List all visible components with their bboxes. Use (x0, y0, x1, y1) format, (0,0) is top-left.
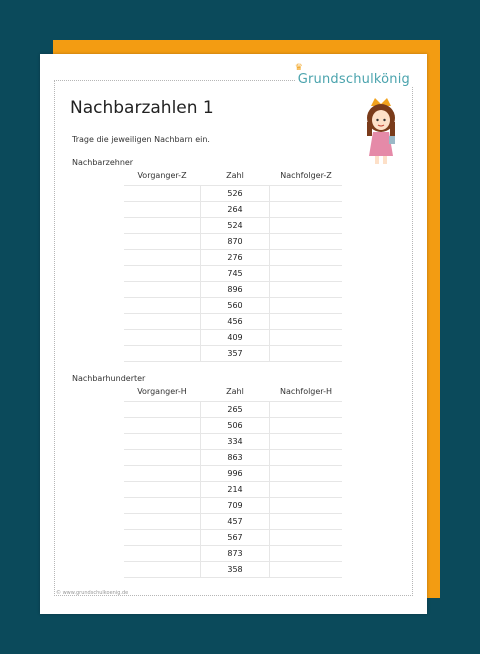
number-cell: 358 (200, 562, 270, 577)
number-cell: 457 (200, 514, 270, 529)
answer-cell-prev[interactable] (124, 234, 200, 249)
number-cell: 214 (200, 482, 270, 497)
header-number: Zahl (226, 387, 244, 396)
answer-cell-prev[interactable] (124, 450, 200, 465)
number-cell: 357 (200, 346, 270, 361)
answer-cell-next[interactable] (270, 562, 342, 577)
table-row (124, 497, 342, 513)
header-next: Nachfolger-Z (280, 171, 332, 180)
header-number: Zahl (226, 171, 244, 180)
answer-cell-next[interactable] (270, 266, 342, 281)
table-header (124, 387, 342, 401)
answer-cell-prev[interactable] (124, 530, 200, 545)
answer-cell-prev[interactable] (124, 434, 200, 449)
instruction-text: Trage die jeweiligen Nachbarn ein. (72, 135, 210, 144)
section-label-nachbarzehner: Nachbarzehner (72, 158, 134, 167)
header-prev: Vorganger-Z (137, 171, 187, 180)
answer-cell-prev[interactable] (124, 330, 200, 345)
brand-logo (294, 63, 413, 87)
answer-cell-next[interactable] (270, 466, 342, 481)
number-cell: 996 (200, 466, 270, 481)
number-cell: 873 (200, 546, 270, 561)
number-cell: 524 (200, 218, 270, 233)
table-row (124, 233, 342, 249)
answer-cell-next[interactable] (270, 298, 342, 313)
table-header (124, 171, 342, 185)
table-row (124, 465, 342, 481)
table-rows (124, 401, 342, 578)
footer-copyright: © www.grundschulkoenig.de (56, 590, 129, 596)
answer-cell-prev[interactable] (124, 266, 200, 281)
answer-cell-next[interactable] (270, 450, 342, 465)
princess-illustration (359, 96, 403, 168)
answer-cell-next[interactable] (270, 546, 342, 561)
table-rows (124, 185, 342, 362)
answer-cell-prev[interactable] (124, 514, 200, 529)
table-row (124, 449, 342, 465)
answer-cell-prev[interactable] (124, 482, 200, 497)
number-cell: 276 (200, 250, 270, 265)
answer-cell-next[interactable] (270, 530, 342, 545)
table-row (124, 433, 342, 449)
number-cell: 264 (200, 202, 270, 217)
answer-cell-prev[interactable] (124, 418, 200, 433)
answer-cell-next[interactable] (270, 346, 342, 361)
answer-cell-next[interactable] (270, 250, 342, 265)
table-nachbarzehner (124, 171, 342, 362)
answer-cell-next[interactable] (270, 434, 342, 449)
page-title: Nachbarzahlen 1 (70, 98, 214, 118)
number-cell: 409 (200, 330, 270, 345)
answer-cell-next[interactable] (270, 218, 342, 233)
table-row (124, 281, 342, 297)
table-row (124, 297, 342, 313)
answer-cell-prev[interactable] (124, 282, 200, 297)
table-row (124, 481, 342, 497)
header-prev: Vorganger-H (137, 387, 187, 396)
table-row (124, 217, 342, 233)
worksheet-page (40, 54, 427, 614)
answer-cell-prev[interactable] (124, 346, 200, 361)
number-cell: 560 (200, 298, 270, 313)
table-row (124, 545, 342, 561)
number-cell: 456 (200, 314, 270, 329)
answer-cell-prev[interactable] (124, 546, 200, 561)
answer-cell-next[interactable] (270, 482, 342, 497)
table-row (124, 529, 342, 545)
table-row (124, 417, 342, 433)
table-row (124, 201, 342, 217)
number-cell: 896 (200, 282, 270, 297)
answer-cell-prev[interactable] (124, 498, 200, 513)
table-row (124, 313, 342, 329)
answer-cell-prev[interactable] (124, 402, 200, 417)
answer-cell-next[interactable] (270, 234, 342, 249)
table-row (124, 185, 342, 201)
table-row (124, 265, 342, 281)
number-cell: 567 (200, 530, 270, 545)
answer-cell-next[interactable] (270, 202, 342, 217)
answer-cell-next[interactable] (270, 514, 342, 529)
number-cell: 709 (200, 498, 270, 513)
number-cell: 863 (200, 450, 270, 465)
answer-cell-next[interactable] (270, 186, 342, 201)
number-cell: 745 (200, 266, 270, 281)
number-cell: 506 (200, 418, 270, 433)
number-cell: 870 (200, 234, 270, 249)
header-next: Nachfolger-H (280, 387, 332, 396)
table-row (124, 345, 342, 362)
table-row (124, 401, 342, 417)
section-label-nachbarhunderter: Nachbarhunderter (72, 374, 146, 383)
table-row (124, 513, 342, 529)
number-cell: 334 (200, 434, 270, 449)
number-cell: 265 (200, 402, 270, 417)
answer-cell-next[interactable] (270, 402, 342, 417)
answer-cell-prev[interactable] (124, 186, 200, 201)
table-nachbarhunderter (124, 387, 342, 578)
answer-cell-next[interactable] (270, 330, 342, 345)
answer-cell-prev[interactable] (124, 202, 200, 217)
brand-name: Grundschulkönig (297, 72, 410, 87)
answer-cell-next[interactable] (270, 418, 342, 433)
answer-cell-prev[interactable] (124, 562, 200, 577)
answer-cell-prev[interactable] (124, 298, 200, 313)
answer-cell-next[interactable] (270, 282, 342, 297)
answer-cell-prev[interactable] (124, 218, 200, 233)
answer-cell-prev[interactable] (124, 314, 200, 329)
answer-cell-next[interactable] (270, 498, 342, 513)
table-row (124, 329, 342, 345)
answer-cell-prev[interactable] (124, 466, 200, 481)
number-cell: 526 (200, 186, 270, 201)
table-row (124, 249, 342, 265)
crown-icon: ♛ (294, 63, 303, 73)
answer-cell-prev[interactable] (124, 250, 200, 265)
answer-cell-next[interactable] (270, 314, 342, 329)
table-row (124, 561, 342, 578)
